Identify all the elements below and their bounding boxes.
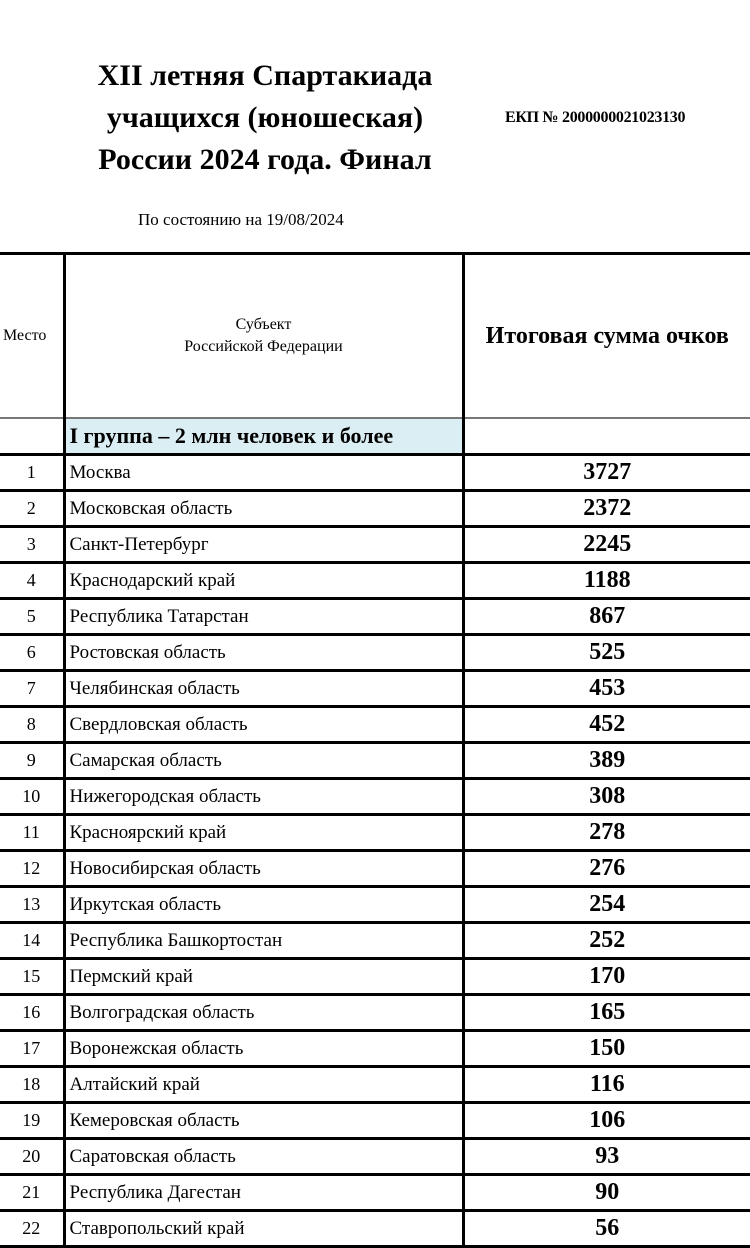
points-cell: 90 [463,1175,750,1211]
subject-cell: Санкт-Петербург [64,527,463,563]
subject-cell: Самарская область [64,743,463,779]
header-row [0,254,750,419]
table-row [0,995,750,1031]
points-cell: 165 [463,995,750,1031]
table-row [0,1175,750,1211]
place-cell: 8 [0,707,64,743]
header-subject-line-2: Российской Федерации [184,338,343,355]
points-cell: 254 [463,887,750,923]
place-cell: 13 [0,887,64,923]
table-row [0,743,750,779]
subject-cell: Республика Татарстан [64,599,463,635]
place-cell: 15 [0,959,64,995]
place-cell: 22 [0,1211,64,1247]
document-title [60,55,470,181]
points-cell: 867 [463,599,750,635]
points-cell: 106 [463,1103,750,1139]
table-row [0,635,750,671]
place-cell: 20 [0,1139,64,1175]
place-cell: 4 [0,563,64,599]
table-row [0,815,750,851]
subject-cell: Новосибирская область [64,851,463,887]
title-line-3: России 2024 года. Финал [98,143,432,176]
title-line-2: учащихся (юношеская) [106,101,424,134]
table-row [0,563,750,599]
place-cell: 3 [0,527,64,563]
table-row [0,1211,750,1247]
as-of-date: По состоянию на 19/08/2024 [138,210,344,229]
table-row [0,959,750,995]
table-row [0,1031,750,1067]
ekp-number: ЕКП № 2000000021023130 [505,109,686,126]
points-cell: 453 [463,671,750,707]
points-cell: 116 [463,1067,750,1103]
points-cell: 3727 [463,455,750,491]
subject-cell: Свердловская область [64,707,463,743]
place-cell: 6 [0,635,64,671]
subject-cell: Алтайский край [64,1067,463,1103]
table-row [0,779,750,815]
place-cell: 9 [0,743,64,779]
points-cell: 150 [463,1031,750,1067]
subject-cell: Саратовская область [64,1139,463,1175]
table-row [0,707,750,743]
table-row [0,527,750,563]
header-total-points: Итоговая сумма очков [463,254,750,419]
points-cell: 93 [463,1139,750,1175]
points-cell: 525 [463,635,750,671]
place-cell: 16 [0,995,64,1031]
subject-cell: Пермский край [64,959,463,995]
place-cell: 1 [0,455,64,491]
title-line-1: XII летняя Спартакиада [97,59,433,92]
subject-cell: Ростовская область [64,635,463,671]
results-table [0,252,750,1248]
place-cell: 14 [0,923,64,959]
place-cell: 11 [0,815,64,851]
subject-cell: Кемеровская область [64,1103,463,1139]
table-row [0,923,750,959]
subject-cell: Краснодарский край [64,563,463,599]
subject-cell: Московская область [64,491,463,527]
table-row [0,599,750,635]
subject-cell: Иркутская область [64,887,463,923]
table-row [0,1103,750,1139]
header-place: Место [0,254,64,419]
place-cell: 21 [0,1175,64,1211]
table-row [0,851,750,887]
subject-cell: Воронежская область [64,1031,463,1067]
place-cell: 18 [0,1067,64,1103]
points-cell: 252 [463,923,750,959]
header-subject-line-1: Субъект [235,316,292,333]
place-cell: 10 [0,779,64,815]
group-place-cell [0,418,64,455]
points-cell: 278 [463,815,750,851]
points-cell: 308 [463,779,750,815]
table-row [0,455,750,491]
place-cell: 2 [0,491,64,527]
group-label: I группа – 2 млн человек и более [64,418,463,455]
table-row [0,1139,750,1175]
place-cell: 19 [0,1103,64,1139]
points-cell: 389 [463,743,750,779]
subject-cell: Челябинская область [64,671,463,707]
table-row [0,491,750,527]
place-cell: 5 [0,599,64,635]
header-subject [64,254,463,419]
subject-cell: Республика Дагестан [64,1175,463,1211]
place-cell: 7 [0,671,64,707]
points-cell: 2372 [463,491,750,527]
subject-cell: Ставропольский край [64,1211,463,1247]
points-cell: 56 [463,1211,750,1247]
group-row [0,418,750,455]
subject-cell: Нижегородская область [64,779,463,815]
points-cell: 1188 [463,563,750,599]
points-cell: 2245 [463,527,750,563]
points-cell: 452 [463,707,750,743]
table-row [0,671,750,707]
subject-cell: Волгоградская область [64,995,463,1031]
subject-cell: Москва [64,455,463,491]
points-cell: 276 [463,851,750,887]
place-cell: 12 [0,851,64,887]
table-row [0,1067,750,1103]
group-points-cell [463,418,750,455]
subject-cell: Красноярский край [64,815,463,851]
place-cell: 17 [0,1031,64,1067]
table-row [0,887,750,923]
points-cell: 170 [463,959,750,995]
subject-cell: Республика Башкортостан [64,923,463,959]
